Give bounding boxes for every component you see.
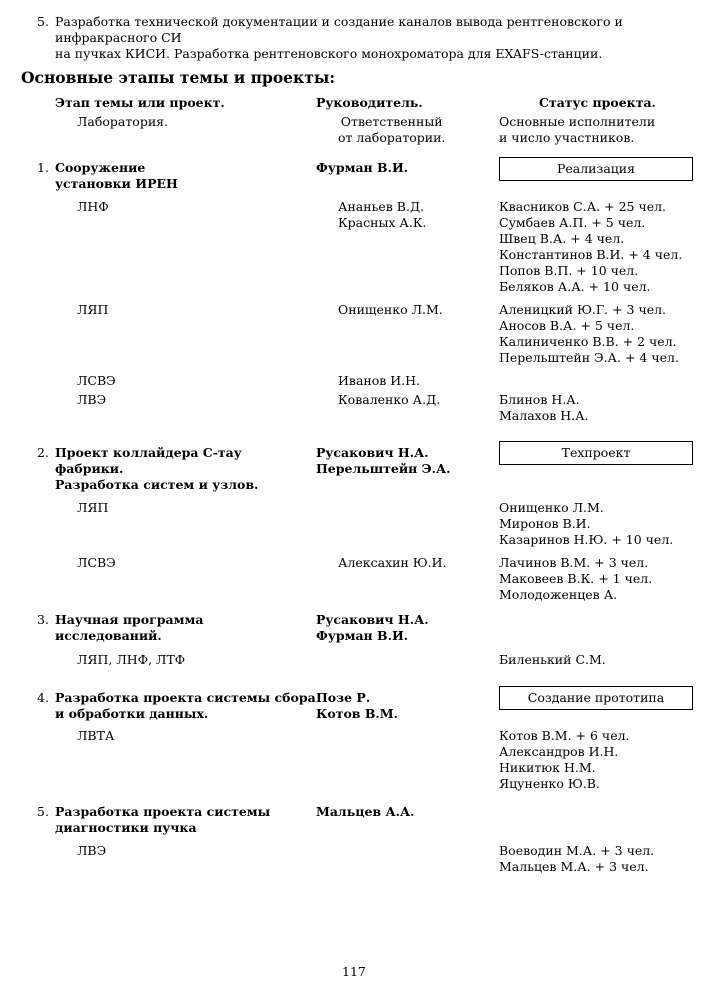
project-number: 4. [37,690,49,705]
page-number: 117 [342,964,366,979]
header-members-subtitle: Основные исполнители и число участников. [499,114,656,145]
lab-name: ЛВЭ [77,843,107,858]
project-leaders: Русакович Н.А. Фурман В.И. [316,612,429,643]
project-leaders: Позе Р. Котов В.М. [316,690,398,721]
header-leader-title: Руководитель. [316,95,423,110]
status-box: Реализация [499,157,693,181]
project-leaders: Мальцев А.А. [316,804,415,819]
lab-name: ЛЯП, ЛНФ, ЛТФ [77,652,186,667]
project-number: 2. [37,445,49,460]
project-title: Проект коллайдера С-тау фабрики. Разработка систем и узлов. [55,445,259,492]
lab-members: Онищенко Л.М. Миронов В.И. Казаринов Н.Ю. + 10 чел. [499,500,674,547]
lab-name: ЛСВЭ [77,373,116,388]
lab-name: ЛВЭ [77,392,107,407]
lab-name: ЛЯП [77,302,109,317]
lab-members: Биленький С.М. [499,652,606,667]
lab-members: Блинов Н.А. Малахов Н.А. [499,392,589,423]
lab-responsible: Онищенко Л.М. [338,302,443,317]
lab-members: Воеводин М.А. + 3 чел. Мальцев М.А. + 3 чел. [499,843,655,874]
lab-responsible: Коваленко А.Д. [338,392,441,407]
lab-members: Котов В.М. + 6 чел. Александров И.Н. Никитюк Н.М. Яцуненко Ю.В. [499,728,630,791]
project-title: Сооружение установки ИРЕН [55,160,178,191]
lab-members: Аленицкий Ю.Г. + 3 чел. Аносов В.А. + 5 чел. Калиниченко В.В. + 2 чел. Перельштейн Э.А. + 4 чел. [499,302,679,365]
lab-members: Лачинов В.М. + 3 чел. Маковеев В.К. + 1 чел. Молодоженцев А. [499,555,653,602]
header-lab-subtitle: Лаборатория. [77,114,169,129]
status-box: Создание прототипа [499,686,693,710]
section-title: Основные этапы темы и проекты: [21,68,336,87]
intro-text: Разработка технической документации и создание каналов вывода рентгеновского и инфракрасного СИ на пучках КИСИ. Разработка рентгеновского монохроматора для EXAFS-станции. [55,14,623,61]
lab-responsible: Ананьев В.Д. Красных А.К. [338,199,427,230]
lab-name: ЛНФ [77,199,109,214]
lab-name: ЛСВЭ [77,555,116,570]
project-title: Разработка проекта системы сбора и обработки данных. [55,690,316,721]
lab-name: ЛЯП [77,500,109,515]
project-number: 1. [37,160,49,175]
project-leaders: Русакович Н.А. Перельштейн Э.А. [316,445,451,476]
lab-responsible: Алексахин Ю.И. [338,555,447,570]
header-responsible-subtitle: Ответственный от лаборатории. [338,114,446,145]
status-box: Техпроект [499,441,693,465]
header-status-title: Статус проекта. [539,95,656,110]
project-title: Разработка проекта системы диагностики пучка [55,804,271,835]
project-leaders: Фурман В.И. [316,160,409,175]
project-title: Научная программа исследований. [55,612,204,643]
lab-members: Квасников С.А. + 25 чел. Сумбаев А.П. + 5 чел. Швец В.А. + 4 чел. Константинов В.И. + 4 чел. Попов В.П. + 10 чел. Беляков А.А. + 10 чел. [499,199,683,294]
lab-responsible: Иванов И.Н. [338,373,421,388]
project-number: 3. [37,612,49,627]
intro-number: 5. [37,14,49,29]
header-stage-title: Этап темы или проект. [55,95,225,110]
lab-name: ЛВТА [77,728,115,743]
project-number: 5. [37,804,49,819]
